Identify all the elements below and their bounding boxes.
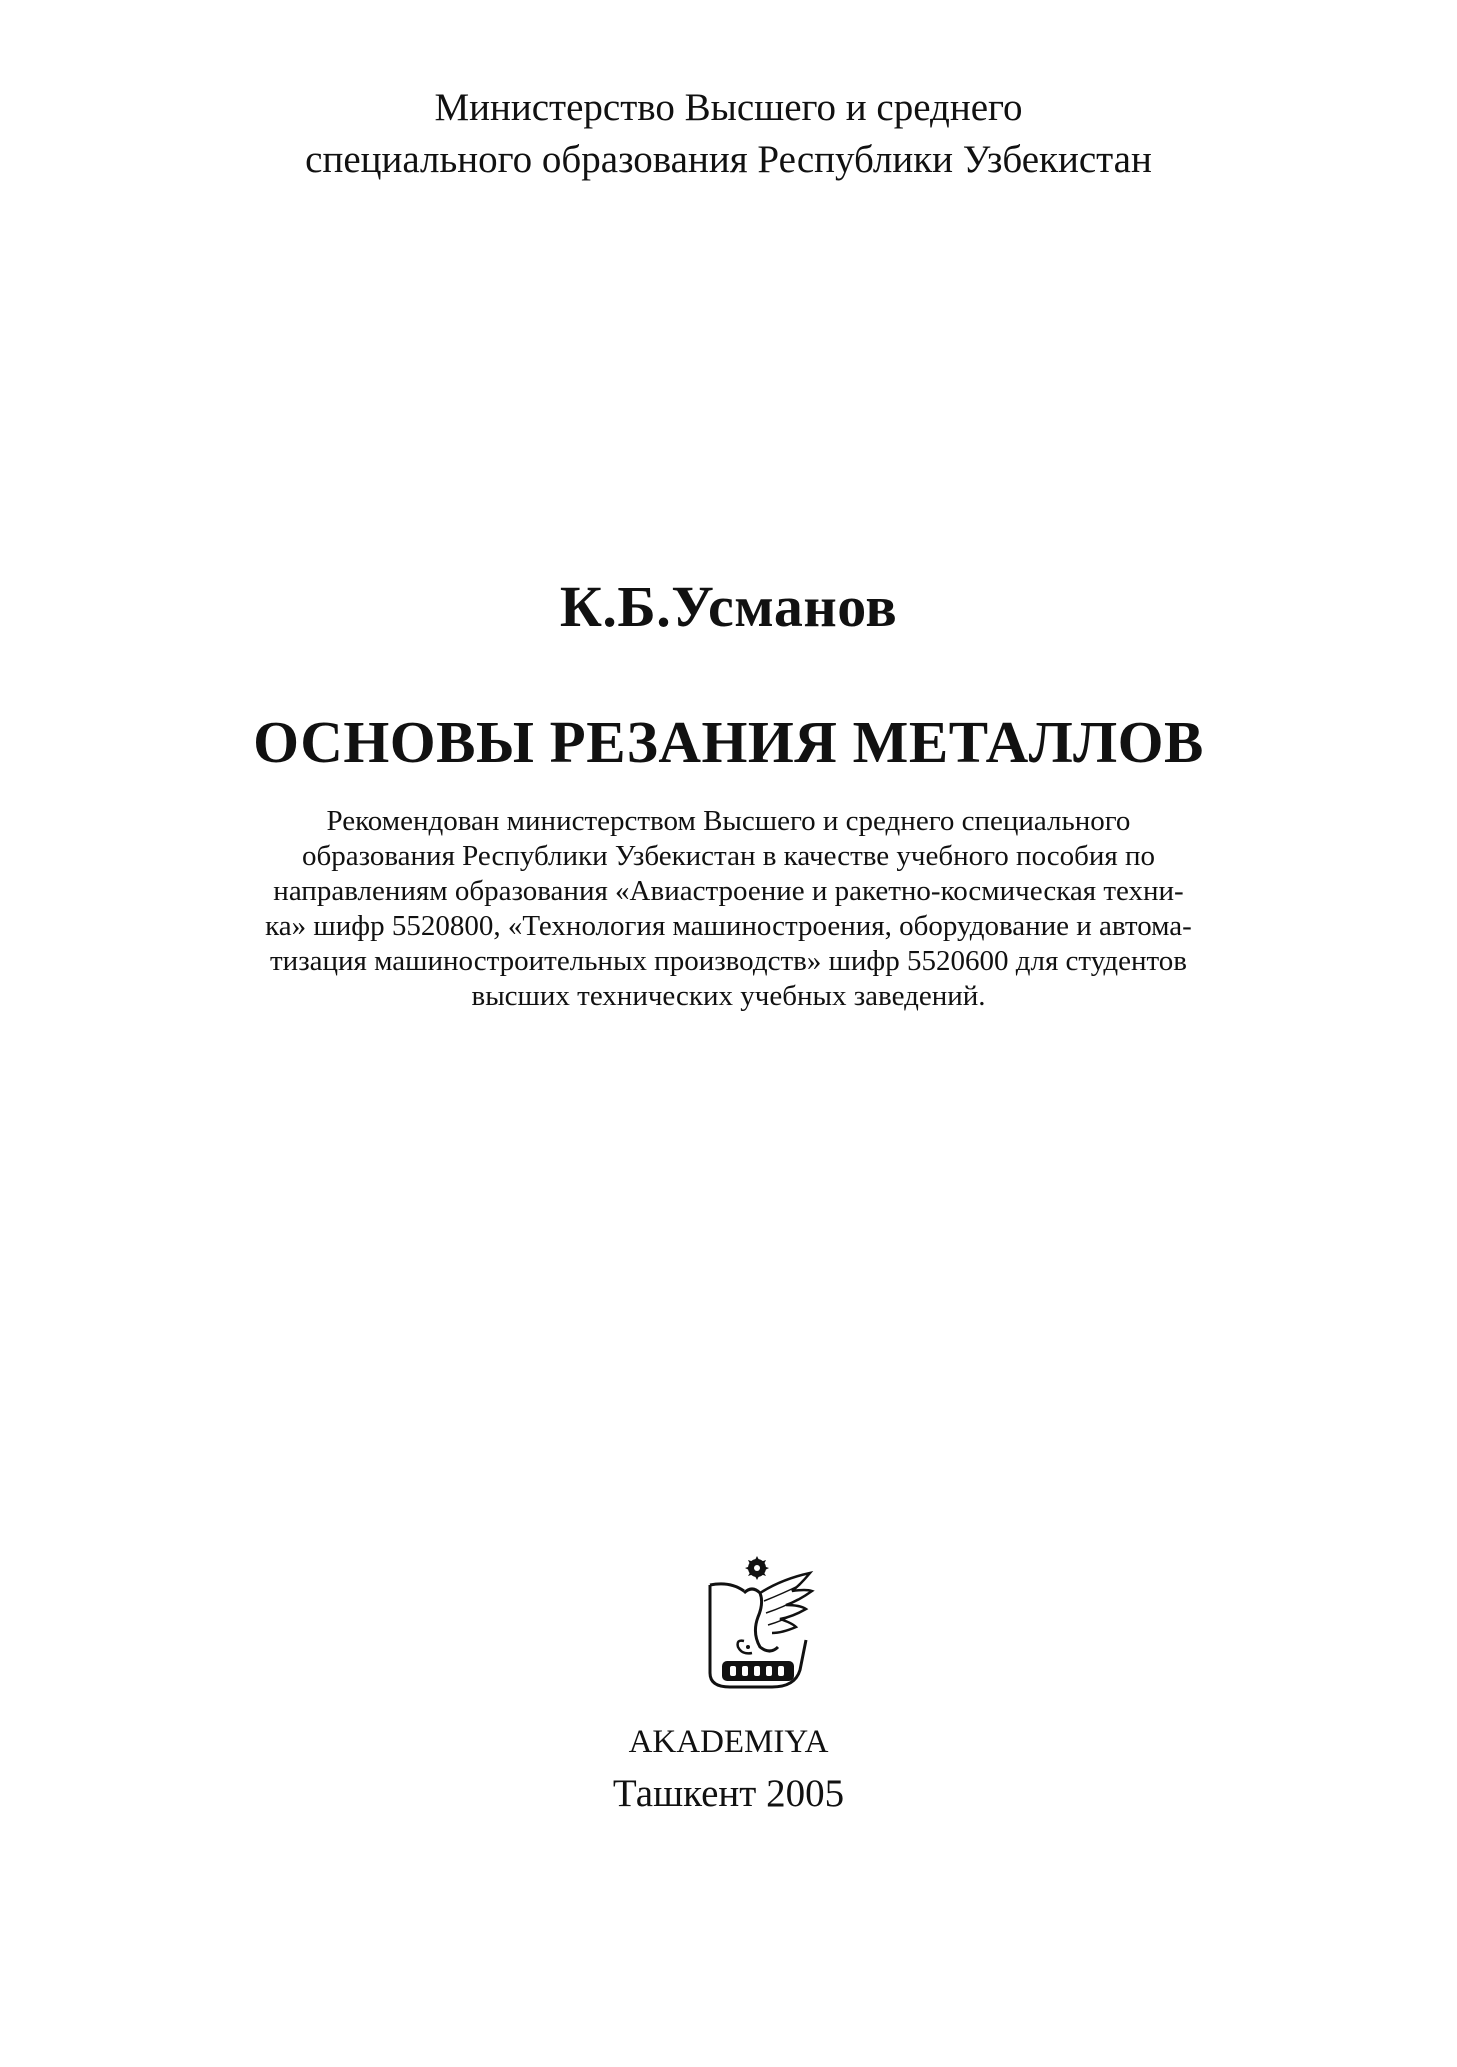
publisher-emblem-icon	[700, 1555, 815, 1700]
ministry-line-2: специального образования Республики Узбекистан	[305, 138, 1152, 181]
recommendation-line-3: направлениям образования «Авиастроение и ракетно-космическая техни-	[273, 875, 1184, 907]
recommendation-line-6: высших технических учебных заведений.	[471, 980, 986, 1012]
book-title: ОСНОВЫ РЕЗАНИЯ МЕТАЛЛОВ	[253, 709, 1204, 775]
emblem-star	[745, 1556, 769, 1580]
publisher-name: AKADEMIYA	[628, 1724, 829, 1760]
author-name: К.Б.Усманов	[559, 574, 898, 639]
ministry-header	[0, 82, 1457, 186]
city-year: Ташкент 2005	[612, 1772, 845, 1815]
recommendation-text	[0, 804, 1457, 1014]
emblem-wing	[738, 1573, 812, 1653]
ministry-line-1: Министерство Высшего и среднего	[434, 86, 1023, 129]
recommendation-line-2: образования Республики Узбекистан в качестве учебного пособия по	[301, 840, 1156, 872]
recommendation-line-4: ка» шифр 5520800, «Технология машиностроения, оборудование и автома-	[265, 910, 1192, 942]
recommendation-line-1: Рекомендован министерством Высшего и среднего специального	[326, 805, 1131, 837]
recommendation-line-5: тизация машиностроительных производств» шифр 5520600 для студентов	[270, 945, 1187, 977]
